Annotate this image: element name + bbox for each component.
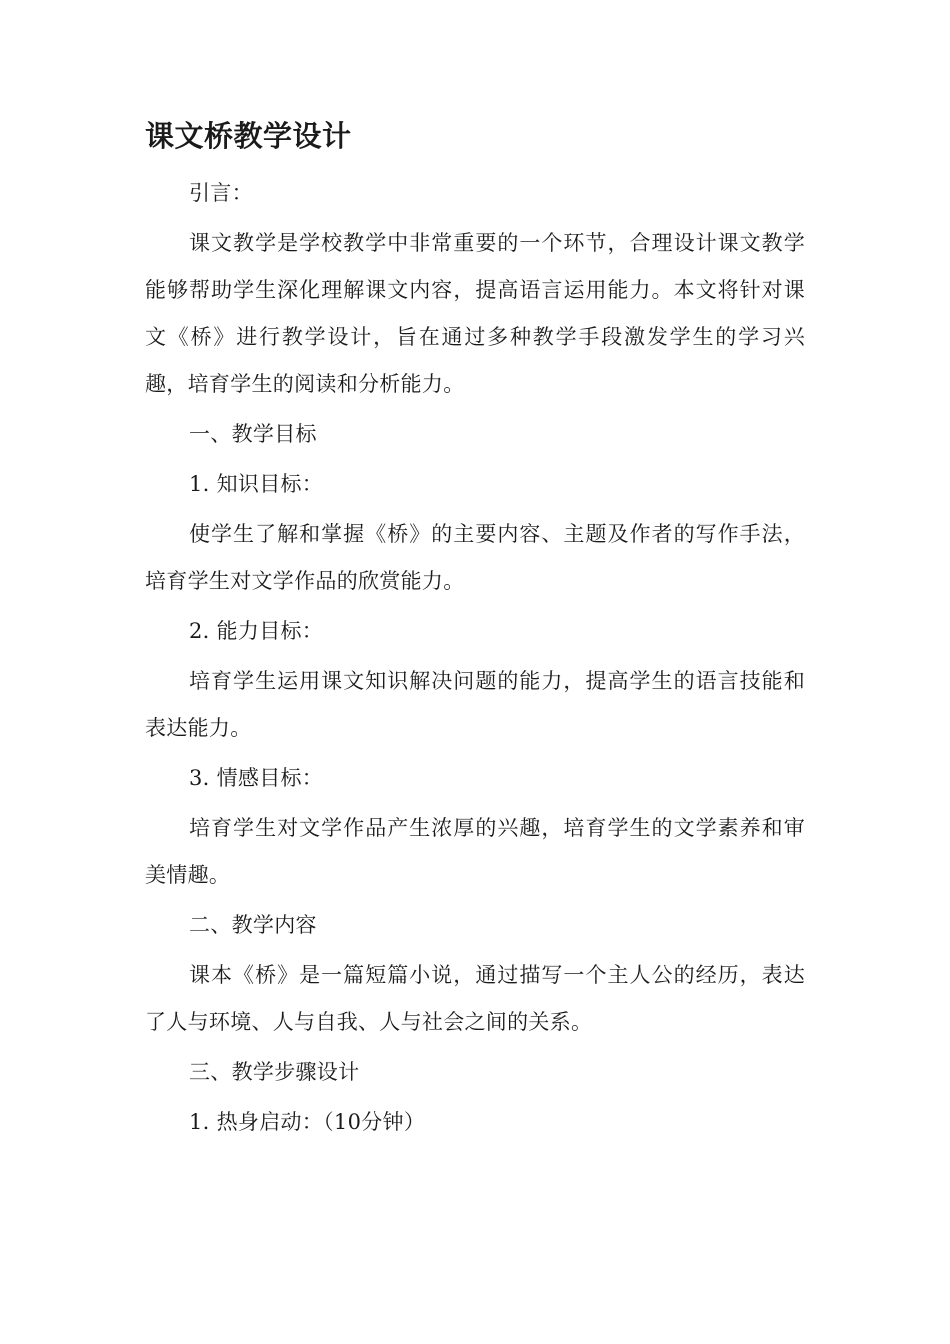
subheading-emotion-goal: 3. 情感目标： (189, 766, 324, 790)
paragraph-teaching-content: 课本《桥》是一篇短篇小说，通过描写一个主人公的经历，表达了人与环境、人与自我、人与社会之间的关系。 (145, 963, 805, 1034)
document-page (145, 110, 805, 1149)
subheading-warmup: 1. 热身启动：（10分钟） (189, 1110, 426, 1134)
heading-teaching-content: 二、教学内容 (189, 913, 317, 937)
paragraph-intro-body: 课文教学是学校教学中非常重要的一个环节，合理设计课文教学能够帮助学生深化理解课文内容，提高语言运用能力。本文将针对课文《桥》进行教学设计，旨在通过多种教学手段激发学生的学习兴趣，培育学生的阅读和分析能力。 (145, 231, 805, 396)
paragraph-ability-goal: 培育学生运用课文知识解决问题的能力，提高学生的语言技能和表达能力。 (145, 669, 805, 740)
subheading-knowledge-goal: 1. 知识目标： (189, 472, 324, 496)
heading-teaching-steps: 三、教学步骤设计 (189, 1060, 360, 1084)
document-title: 课文桥教学设计 (145, 119, 352, 153)
heading-teaching-goals: 一、教学目标 (189, 422, 317, 446)
paragraph-intro-label: 引言： (189, 181, 253, 205)
subheading-ability-goal: 2. 能力目标： (189, 619, 324, 643)
paragraph-emotion-goal: 培育学生对文学作品产生浓厚的兴趣，培育学生的文学素养和审美情趣。 (145, 816, 805, 887)
paragraph-knowledge-goal: 使学生了解和掌握《桥》的主要内容、主题及作者的写作手法，培育学生对文学作品的欣赏能力。 (145, 522, 805, 593)
